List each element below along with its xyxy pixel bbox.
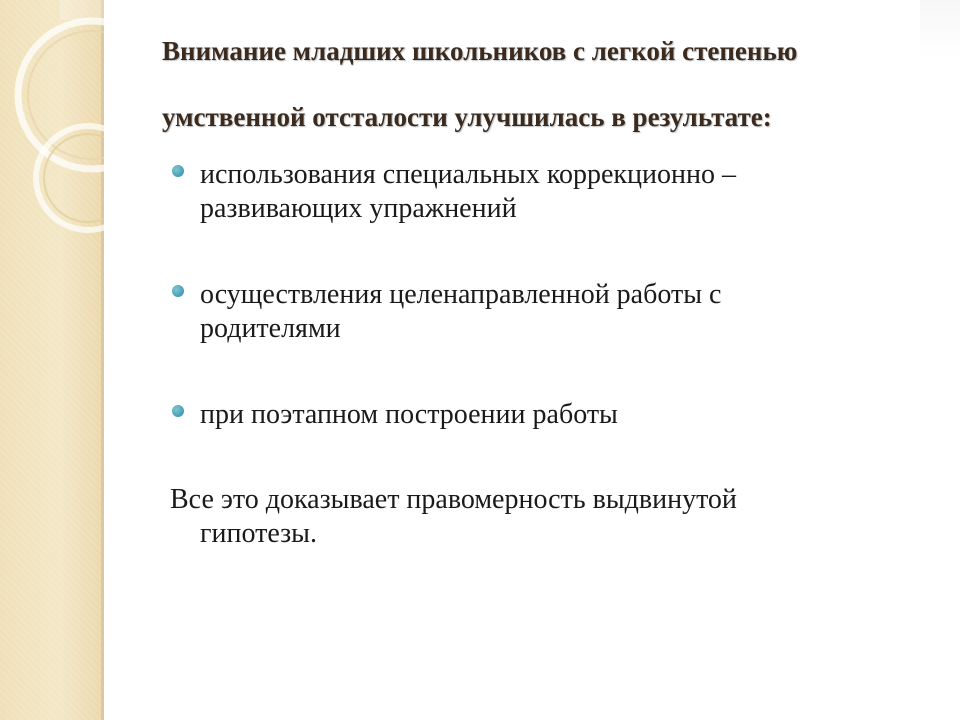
bullet-line: родителями <box>200 313 341 344</box>
closing-statement <box>170 483 870 551</box>
bullet-text <box>200 158 860 226</box>
decorative-circles <box>0 0 104 720</box>
bullet-dot-icon <box>172 405 184 417</box>
bullet-dot-icon <box>172 165 184 177</box>
bullet-text <box>200 398 860 432</box>
bullet-line: осуществления целенаправленной работы с <box>200 279 722 310</box>
title-line-1: Внимание младших школьников с легкой степенью <box>162 36 798 66</box>
bullet-line: при поэтапном построении работы <box>200 399 618 430</box>
bullet-line: развивающих упражнений <box>200 193 517 224</box>
bullet-line: использования специальных коррекционно – <box>200 159 736 190</box>
corner-decoration <box>920 0 960 60</box>
title-line-2: умственной отсталости улучшилась в результате: <box>162 102 772 132</box>
bullet-text <box>200 278 860 346</box>
closing-line-1: Все это доказывает правомерность выдвинутой <box>170 484 737 515</box>
decorative-side-panel <box>0 0 104 720</box>
bullet-dot-icon <box>172 285 184 297</box>
closing-line-2: гипотезы. <box>200 518 317 549</box>
